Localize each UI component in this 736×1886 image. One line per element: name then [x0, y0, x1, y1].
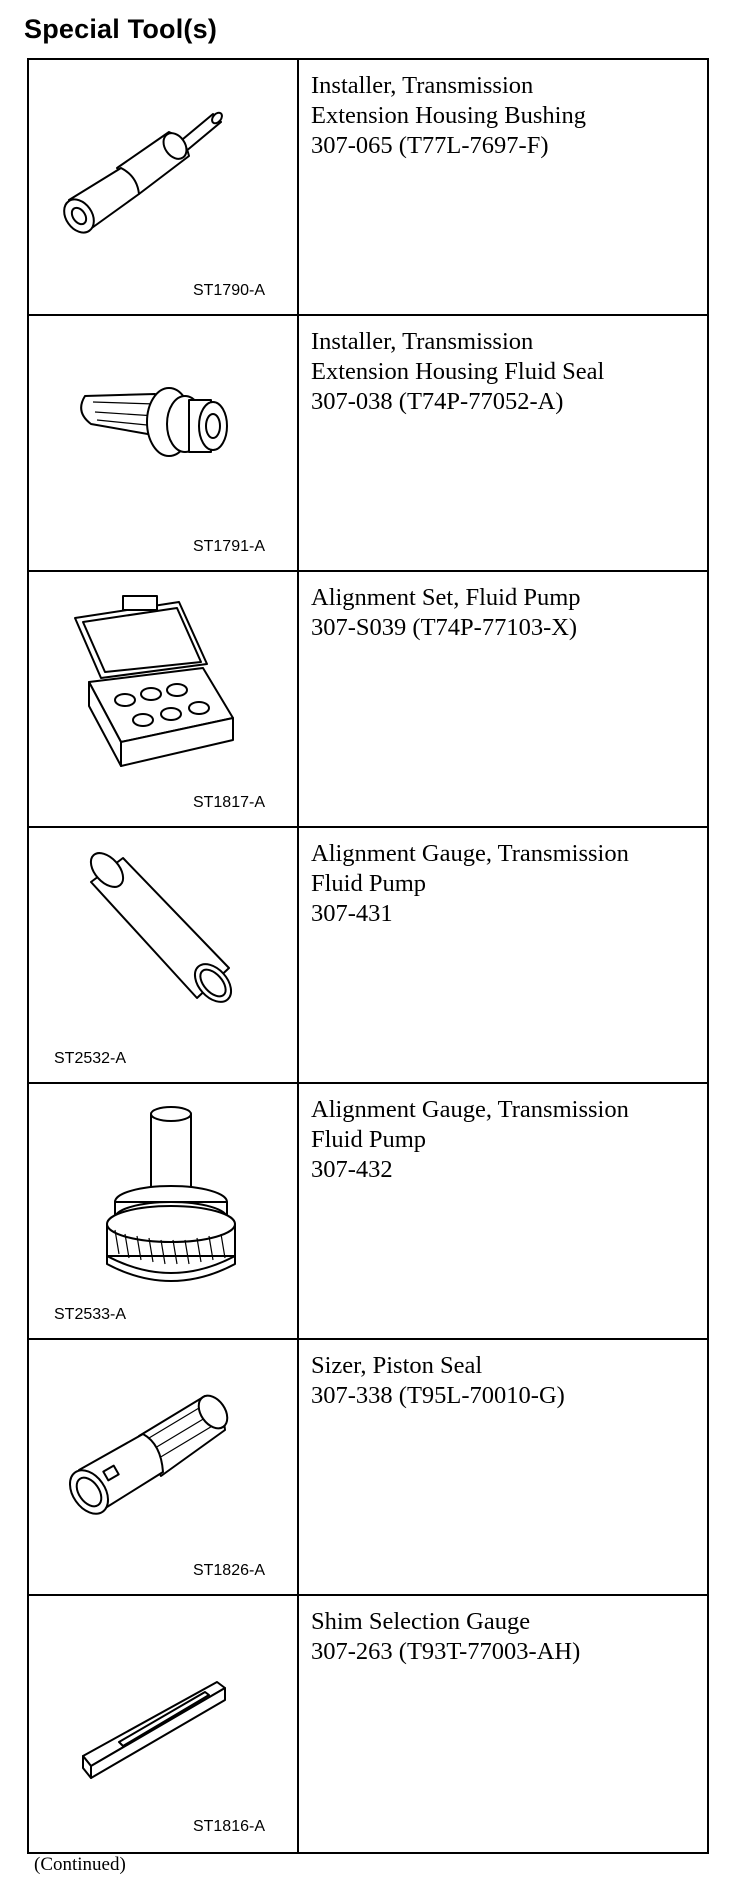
tool-illustration-cell [28, 571, 298, 827]
tool-row [28, 1339, 708, 1595]
tool-description-line: 307-S039 (T74P-77103-X) [311, 614, 578, 641]
tool-description-line: Extension Housing Bushing [311, 102, 586, 129]
tool-code: ST1790-A [192, 282, 265, 299]
tool-illustration-cell [28, 1339, 298, 1595]
tool-description-line: 307-338 (T95L-70010-G) [311, 1382, 565, 1409]
tool-description-line: Extension Housing Fluid Seal [311, 358, 605, 385]
special-tools-table [27, 58, 709, 1854]
tool-illustration-cell [28, 827, 298, 1083]
tool-description-line: Alignment Set, Fluid Pump [311, 584, 581, 611]
tool-row [28, 827, 708, 1083]
tool-code: ST1816-A [192, 1818, 265, 1835]
tool-code: ST1791-A [192, 538, 265, 555]
tool-description-cell [298, 59, 708, 315]
tool-code: ST2533-A [54, 1306, 127, 1323]
tool-row [28, 1595, 708, 1853]
tool-description-cell [298, 1595, 708, 1853]
tool-description-line: Fluid Pump [311, 870, 427, 897]
page-heading: Special Tool(s) [24, 14, 218, 44]
tool-illustration-cell [28, 315, 298, 571]
tool-code: ST1817-A [192, 794, 265, 811]
alignment-set-case-illustration [29, 572, 297, 826]
tool-row [28, 571, 708, 827]
tool-row [28, 315, 708, 571]
tool-description-line: Installer, Transmission [311, 328, 534, 355]
tool-description-line: 307-038 (T74P-77052-A) [311, 388, 564, 415]
tool-description-cell [298, 1339, 708, 1595]
tool-description-cell [298, 571, 708, 827]
tool-description-cell [298, 1083, 708, 1339]
tool-description-line: 307-432 [311, 1156, 393, 1183]
tool-illustration-cell [28, 59, 298, 315]
tool-description-line: 307-065 (T77L-7697-F) [311, 132, 549, 159]
tool-description-line: Sizer, Piston Seal [311, 1352, 483, 1379]
tool-description-line: Alignment Gauge, Transmission [311, 840, 629, 867]
tool-description-cell [298, 315, 708, 571]
tool-illustration-cell [28, 1083, 298, 1339]
tool-description-line: 307-263 (T93T-77003-AH) [311, 1638, 581, 1665]
piston-seal-sizer-illustration [29, 1340, 297, 1594]
tool-row [28, 1083, 708, 1339]
alignment-gauge-tube-illustration [29, 828, 297, 1082]
tool-row [28, 59, 708, 315]
bushing-installer-illustration [29, 60, 297, 314]
tool-description-line: Alignment Gauge, Transmission [311, 1096, 629, 1123]
tool-description-line: Fluid Pump [311, 1126, 427, 1153]
tool-code: ST1826-A [192, 1562, 265, 1579]
seal-installer-illustration [29, 316, 297, 570]
shim-gauge-illustration [29, 1596, 297, 1850]
tool-description-line: 307-431 [311, 900, 393, 927]
tool-description-cell [298, 827, 708, 1083]
alignment-gauge-knurled-illustration [29, 1084, 297, 1338]
continued-note: (Continued) [34, 1854, 126, 1875]
tool-code: ST2532-A [54, 1050, 127, 1067]
tool-description-line: Installer, Transmission [311, 72, 534, 99]
tool-description-line: Shim Selection Gauge [311, 1608, 531, 1635]
tool-illustration-cell [28, 1595, 298, 1853]
